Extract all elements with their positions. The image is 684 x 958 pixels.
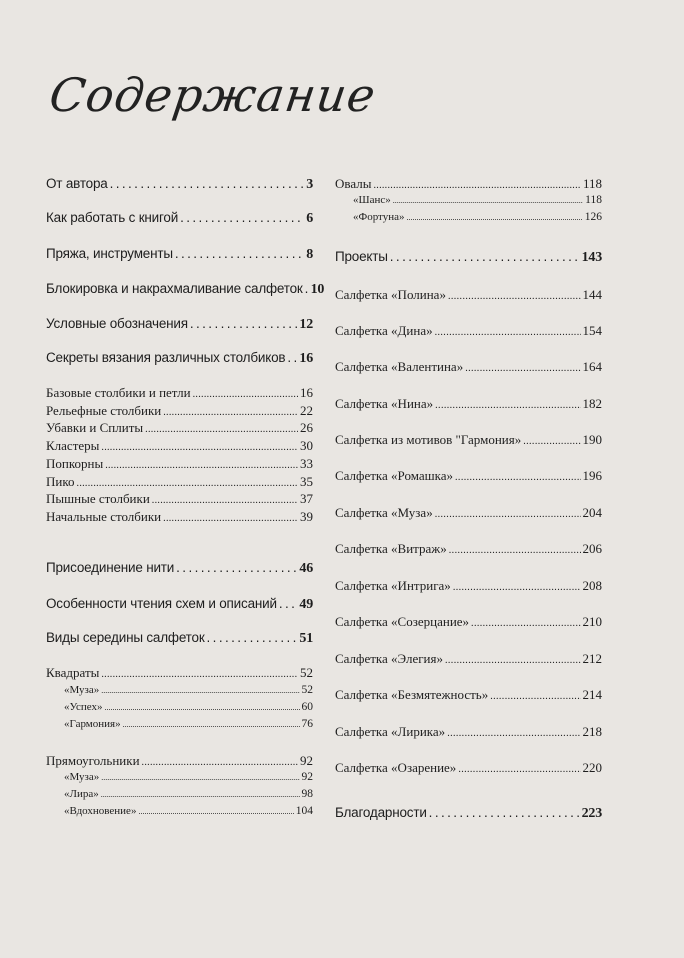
toc-entry-label: Салфетка «Валентина» — [335, 359, 464, 374]
toc-entry-label: Пико — [46, 474, 75, 489]
toc-entry-label: «Фортуна» — [353, 211, 405, 223]
toc-entry-label: «Муза» — [64, 684, 100, 696]
leader-dots — [465, 363, 580, 374]
toc-entry-page-number: 10 — [310, 282, 325, 297]
toc-entry-label: Квадраты — [46, 665, 100, 680]
toc-entry[interactable] — [335, 287, 602, 303]
toc-entry-page-number: 196 — [582, 468, 602, 483]
toc-entry[interactable] — [46, 630, 313, 647]
leader-dots — [447, 728, 580, 739]
toc-entry-label: Прямоугольники — [46, 753, 140, 768]
toc-entry[interactable] — [335, 687, 602, 703]
leader-dots — [176, 560, 297, 575]
toc-entry[interactable] — [335, 359, 602, 375]
toc-entry-label: Начальные столбики — [46, 509, 162, 524]
toc-entry[interactable] — [64, 788, 313, 800]
leader-dots — [104, 703, 299, 712]
leader-dots — [145, 424, 298, 435]
toc-entry[interactable] — [64, 701, 313, 713]
leader-dots — [287, 350, 297, 365]
toc-entry[interactable] — [46, 456, 313, 472]
leader-dots — [406, 213, 582, 222]
toc-entry-label: «Успех» — [64, 701, 103, 713]
toc-entry-page-number: 118 — [582, 176, 602, 191]
leader-dots — [175, 246, 304, 261]
leader-dots — [190, 316, 298, 331]
toc-entry-page-number: 223 — [581, 806, 602, 821]
leader-dots — [163, 513, 298, 524]
toc-entry-page-number: 16 — [299, 351, 313, 366]
toc-entry[interactable] — [46, 560, 313, 577]
leader-dots — [152, 495, 298, 506]
toc-entry-page-number: 144 — [582, 287, 602, 302]
toc-entry-label: Салфетка «Нина» — [335, 396, 434, 411]
leader-dots — [435, 327, 581, 338]
leader-dots — [448, 291, 581, 302]
toc-entry[interactable] — [46, 491, 313, 507]
toc-entry-label: Попкорны — [46, 456, 104, 471]
toc-entry-label: Салфетка «Муза» — [335, 505, 433, 520]
toc-entry[interactable] — [46, 665, 313, 681]
toc-entry-label: Салфетка «Интрига» — [335, 578, 451, 593]
toc-entry-page-number: 164 — [582, 359, 602, 374]
leader-dots — [142, 757, 298, 768]
toc-entry-page-number: 33 — [300, 456, 313, 471]
leader-dots — [101, 669, 298, 680]
toc-entry[interactable] — [335, 505, 602, 521]
leader-dots — [435, 400, 580, 411]
leader-dots — [455, 472, 580, 483]
toc-entry-page-number: 212 — [582, 651, 602, 666]
toc-entry-label: Пряжа, инструменты — [46, 246, 173, 261]
toc-entry-page-number: 220 — [582, 760, 602, 775]
leader-dots — [101, 686, 299, 695]
toc-entry-page-number: 92 — [301, 771, 313, 783]
toc-entry-page-number: 126 — [584, 211, 602, 223]
leader-dots — [305, 281, 309, 296]
toc-entry-page-number: 118 — [585, 194, 602, 206]
toc-entry-label: Виды середины салфеток — [46, 630, 205, 645]
toc-entry-label: Блокировка и накрахмаливание салфеток — [46, 281, 303, 296]
toc-entry[interactable] — [46, 420, 313, 436]
toc-entry[interactable] — [335, 468, 602, 484]
toc-entry-label: Салфетка «Созерцание» — [335, 614, 470, 629]
leader-dots — [393, 196, 583, 205]
toc-entry[interactable] — [335, 432, 602, 448]
toc-entry-label: «Муза» — [64, 771, 100, 783]
toc-entry-page-number: 218 — [582, 724, 602, 739]
toc-entry[interactable] — [335, 541, 602, 557]
toc-entry-page-number: 76 — [301, 718, 313, 730]
toc-entry-page-number: 52 — [300, 665, 313, 680]
toc-entry-label: Базовые столбики и петли — [46, 385, 191, 400]
toc-entry-label: Проекты — [335, 249, 388, 264]
toc-entry-page-number: 92 — [300, 753, 313, 768]
toc-entry-page-number: 22 — [300, 403, 313, 418]
toc-entry-page-number: 8 — [306, 247, 313, 262]
toc-entry-label: Салфетка «Ромашка» — [335, 468, 454, 483]
toc-entry-page-number: 210 — [582, 614, 602, 629]
leader-dots — [207, 630, 298, 645]
toc-entry[interactable] — [46, 350, 313, 367]
leader-dots — [490, 691, 580, 702]
leader-dots — [101, 773, 299, 782]
leader-dots — [453, 582, 581, 593]
page-title: Содержание — [46, 68, 380, 122]
toc-entry-label: Секреты вязания различных столбиков — [46, 350, 286, 365]
toc-entry[interactable] — [335, 396, 602, 412]
toc-entry[interactable] — [46, 281, 325, 298]
toc-entry[interactable] — [46, 316, 313, 333]
toc-entry[interactable] — [64, 684, 313, 696]
leader-dots — [101, 442, 298, 453]
leader-dots — [373, 180, 581, 191]
toc-entry-label: От автора — [46, 176, 108, 191]
toc-entry-page-number: 46 — [299, 561, 313, 576]
toc-entry-page-number: 51 — [299, 631, 313, 646]
toc-entry-page-number: 214 — [582, 687, 602, 702]
toc-entry[interactable] — [64, 805, 313, 817]
toc-entry-label: Кластеры — [46, 438, 100, 453]
toc-entry[interactable] — [335, 176, 602, 192]
toc-entry-page-number: 208 — [582, 578, 602, 593]
toc-entry-label: Убавки и Сплиты — [46, 420, 144, 435]
leader-dots — [180, 210, 304, 225]
toc-entry-label: Как работать с книгой — [46, 210, 179, 225]
toc-entry[interactable] — [335, 805, 602, 822]
toc-entry[interactable] — [64, 718, 313, 730]
toc-entry-page-number: 60 — [301, 701, 313, 713]
toc-entry-label: Салфетка «Дина» — [335, 323, 433, 338]
toc-entry-page-number: 3 — [306, 177, 313, 192]
toc-entry-page-number: 104 — [295, 805, 313, 817]
toc-entry-page-number: 154 — [582, 323, 602, 338]
leader-dots — [138, 807, 293, 816]
toc-entry-label: Овалы — [335, 176, 372, 191]
toc-entry[interactable] — [46, 403, 313, 419]
toc-entry-label: Салфетка «Витраж» — [335, 541, 447, 556]
toc-entry[interactable] — [335, 760, 602, 776]
toc-entry-page-number: 206 — [582, 541, 602, 556]
leader-dots — [435, 509, 581, 520]
toc-entry[interactable] — [46, 246, 313, 263]
toc-entry[interactable] — [46, 210, 313, 227]
toc-entry[interactable] — [353, 194, 602, 206]
toc-entry-page-number: 98 — [301, 788, 313, 800]
toc-entry-label: Салфетка «Безмятежность» — [335, 687, 489, 702]
toc-entry-label: Особенности чтения схем и описаний — [46, 596, 277, 611]
toc-entry-label: «Шанс» — [353, 194, 391, 206]
toc-entry-label: Салфетка «Элегия» — [335, 651, 443, 666]
toc-entry-page-number: 12 — [299, 317, 313, 332]
toc-entry[interactable] — [46, 176, 313, 193]
toc-entry-page-number: 30 — [300, 438, 313, 453]
toc-entry[interactable] — [335, 249, 602, 266]
leader-dots — [193, 389, 298, 400]
leader-dots — [105, 460, 298, 471]
toc-entry-page-number: 143 — [581, 250, 602, 265]
toc-entry-page-number: 6 — [306, 211, 313, 226]
leader-dots — [471, 618, 580, 629]
toc-entry[interactable] — [64, 771, 313, 783]
leader-dots — [445, 655, 581, 666]
leader-dots — [77, 478, 298, 489]
toc-entry-label: Условные обозначения — [46, 316, 188, 331]
toc-entry[interactable] — [353, 211, 602, 223]
toc-entry-page-number: 16 — [300, 385, 313, 400]
toc-entry[interactable] — [335, 651, 602, 667]
toc-entry-label: Пышные столбики — [46, 491, 150, 506]
toc-entry-page-number: 26 — [300, 420, 313, 435]
leader-dots — [110, 176, 305, 191]
toc-entry-label: Присоединение нити — [46, 560, 175, 575]
toc-entry-page-number: 204 — [582, 505, 602, 520]
toc-entry-label: Салфетка «Озарение» — [335, 760, 457, 775]
leader-dots — [458, 764, 580, 775]
toc-entry-label: Салфетка «Полина» — [335, 287, 446, 302]
toc-entry[interactable] — [46, 385, 313, 401]
toc-entry-label: «Вдохновение» — [64, 805, 137, 817]
toc-entry[interactable] — [46, 438, 313, 454]
toc-entry-page-number: 37 — [300, 491, 313, 506]
toc-entry[interactable] — [335, 614, 602, 630]
toc-entry-page-number: 190 — [582, 432, 602, 447]
toc-entry-label: Благодарности — [335, 805, 427, 820]
leader-dots — [163, 407, 298, 418]
toc-entry[interactable] — [46, 474, 313, 490]
toc-entry-label: Салфетка из мотивов "Гармония» — [335, 432, 522, 447]
toc-entry-label: Салфетка «Лирика» — [335, 724, 446, 739]
toc-entry[interactable] — [335, 578, 602, 594]
leader-dots — [390, 249, 580, 264]
toc-entry[interactable] — [335, 323, 602, 339]
toc-entry[interactable] — [46, 509, 313, 525]
toc-entry-page-number: 182 — [582, 396, 602, 411]
toc-entry-page-number: 52 — [301, 684, 313, 696]
leader-dots — [523, 436, 580, 447]
toc-entry[interactable] — [46, 753, 313, 769]
leader-dots — [101, 790, 300, 799]
toc-entry-page-number: 35 — [300, 474, 313, 489]
leader-dots — [449, 545, 581, 556]
toc-entry-page-number: 49 — [299, 597, 313, 612]
leader-dots — [279, 596, 298, 611]
toc-entry-label: Рельефные столбики — [46, 403, 162, 418]
toc-entry[interactable] — [335, 724, 602, 740]
leader-dots — [429, 805, 580, 820]
toc-entry-label: «Лира» — [64, 788, 99, 800]
toc-entry[interactable] — [46, 596, 313, 613]
leader-dots — [123, 720, 300, 729]
toc-entry-page-number: 39 — [300, 509, 313, 524]
toc-entry-label: «Гармония» — [64, 718, 121, 730]
